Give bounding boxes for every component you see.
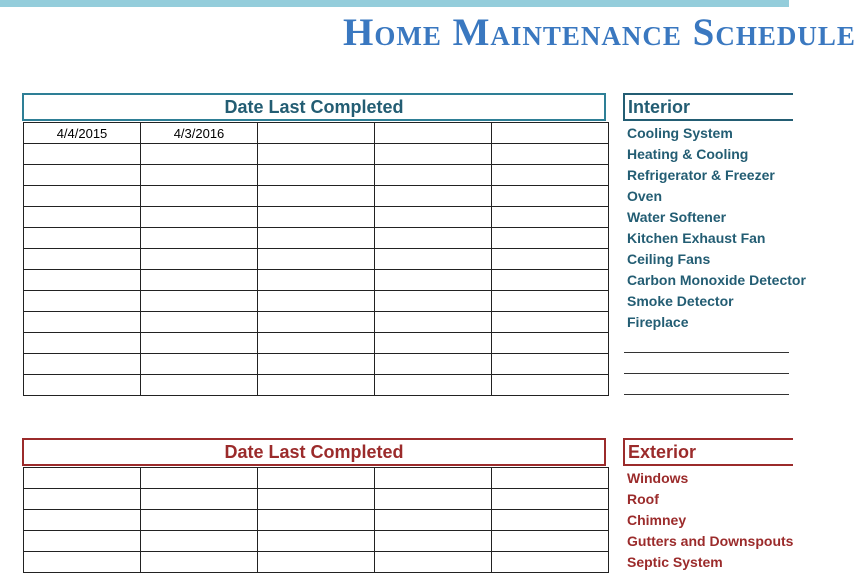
date-cell[interactable] <box>375 531 492 552</box>
table-row <box>24 375 609 396</box>
list-item: Kitchen Exhaust Fan <box>627 230 766 246</box>
list-item: Septic System <box>627 554 723 570</box>
date-cell[interactable] <box>141 468 258 489</box>
date-cell[interactable] <box>492 228 609 249</box>
table-row <box>24 510 609 531</box>
date-cell[interactable] <box>258 144 375 165</box>
date-cell[interactable] <box>258 531 375 552</box>
date-cell[interactable] <box>141 375 258 396</box>
date-cell[interactable]: 4/4/2015 <box>24 123 141 144</box>
date-cell[interactable] <box>258 468 375 489</box>
date-cell[interactable] <box>258 354 375 375</box>
date-cell[interactable] <box>492 123 609 144</box>
date-cell[interactable] <box>492 375 609 396</box>
table-row <box>24 249 609 270</box>
date-cell[interactable] <box>492 531 609 552</box>
date-cell[interactable] <box>141 144 258 165</box>
date-cell[interactable] <box>24 468 141 489</box>
date-cell[interactable] <box>141 354 258 375</box>
list-item: Roof <box>627 491 659 507</box>
date-cell[interactable] <box>258 312 375 333</box>
list-item: Smoke Detector <box>627 293 734 309</box>
date-cell[interactable] <box>24 144 141 165</box>
date-cell[interactable] <box>24 270 141 291</box>
date-cell[interactable] <box>492 291 609 312</box>
date-cell[interactable] <box>375 144 492 165</box>
date-cell[interactable] <box>141 312 258 333</box>
date-cell[interactable] <box>258 552 375 573</box>
date-cell[interactable] <box>375 333 492 354</box>
date-cell[interactable] <box>24 552 141 573</box>
date-cell[interactable] <box>375 312 492 333</box>
date-cell[interactable] <box>141 531 258 552</box>
table-row <box>24 312 609 333</box>
date-cell[interactable] <box>141 552 258 573</box>
date-cell[interactable] <box>141 207 258 228</box>
date-cell[interactable] <box>24 531 141 552</box>
interior-date-table <box>23 122 609 396</box>
date-cell[interactable] <box>258 489 375 510</box>
date-cell[interactable] <box>375 165 492 186</box>
date-cell[interactable] <box>492 468 609 489</box>
date-cell[interactable] <box>492 207 609 228</box>
date-cell[interactable] <box>258 228 375 249</box>
date-cell[interactable] <box>141 228 258 249</box>
table-row <box>24 165 609 186</box>
date-cell[interactable] <box>24 186 141 207</box>
list-item: Refrigerator & Freezer <box>627 167 775 183</box>
table-row <box>24 144 609 165</box>
date-cell[interactable] <box>141 249 258 270</box>
date-cell[interactable] <box>258 249 375 270</box>
date-cell[interactable] <box>141 270 258 291</box>
date-cell[interactable] <box>24 312 141 333</box>
table-row <box>24 291 609 312</box>
date-cell[interactable] <box>375 291 492 312</box>
date-cell[interactable] <box>492 489 609 510</box>
table-row <box>24 333 609 354</box>
table-row <box>24 468 609 489</box>
date-cell[interactable] <box>258 333 375 354</box>
date-cell[interactable] <box>492 354 609 375</box>
table-row <box>24 270 609 291</box>
date-cell[interactable] <box>141 291 258 312</box>
date-cell[interactable] <box>258 165 375 186</box>
date-cell[interactable] <box>24 291 141 312</box>
date-cell[interactable] <box>141 165 258 186</box>
list-item: Carbon Monoxide Detector <box>627 272 806 288</box>
date-cell[interactable] <box>492 144 609 165</box>
list-item: Ceiling Fans <box>627 251 711 267</box>
date-cell[interactable] <box>492 552 609 573</box>
date-cell[interactable] <box>492 186 609 207</box>
date-cell[interactable] <box>492 333 609 354</box>
table-row <box>24 186 609 207</box>
date-cell[interactable]: 4/3/2016 <box>141 123 258 144</box>
list-item: Windows <box>627 470 689 486</box>
date-cell[interactable] <box>492 165 609 186</box>
exterior-item-list <box>623 468 794 573</box>
date-cell[interactable] <box>375 228 492 249</box>
blank-entry-line <box>624 373 789 374</box>
table-row <box>24 354 609 375</box>
date-cell[interactable] <box>375 207 492 228</box>
date-cell[interactable] <box>24 333 141 354</box>
date-cell[interactable] <box>492 312 609 333</box>
list-item: Heating & Cooling <box>627 146 749 162</box>
date-cell[interactable] <box>258 207 375 228</box>
top-accent-strip <box>0 0 789 7</box>
date-cell[interactable] <box>258 510 375 531</box>
list-item: Cooling System <box>627 125 733 141</box>
exterior-date-table <box>23 467 609 573</box>
date-cell[interactable] <box>375 270 492 291</box>
date-cell[interactable] <box>24 489 141 510</box>
list-item: Oven <box>627 188 663 204</box>
date-cell[interactable] <box>375 468 492 489</box>
date-cell[interactable] <box>375 249 492 270</box>
date-cell[interactable] <box>375 489 492 510</box>
date-cell[interactable] <box>375 123 492 144</box>
interior-category-header: Interior <box>623 93 793 121</box>
interior-date-header: Date Last Completed <box>22 93 606 121</box>
date-cell[interactable] <box>258 375 375 396</box>
date-cell[interactable] <box>24 375 141 396</box>
page-title: Home Maintenance Schedule <box>343 11 856 54</box>
date-cell[interactable] <box>492 270 609 291</box>
blank-entry-line <box>624 352 789 353</box>
table-row <box>24 207 609 228</box>
list-item: Gutters and Downspouts <box>627 533 794 549</box>
date-cell[interactable] <box>258 270 375 291</box>
exterior-date-header: Date Last Completed <box>22 438 606 466</box>
date-cell[interactable] <box>141 510 258 531</box>
date-cell[interactable] <box>375 510 492 531</box>
date-cell[interactable] <box>375 375 492 396</box>
date-cell[interactable] <box>141 489 258 510</box>
date-cell[interactable] <box>24 249 141 270</box>
list-item: Water Softener <box>627 209 727 225</box>
table-row <box>24 489 609 510</box>
date-cell[interactable] <box>141 333 258 354</box>
date-cell[interactable] <box>258 123 375 144</box>
interior-item-list <box>623 123 806 333</box>
exterior-category-header: Exterior <box>623 438 793 466</box>
date-cell[interactable] <box>492 510 609 531</box>
table-row <box>24 123 609 144</box>
date-cell[interactable] <box>24 207 141 228</box>
date-cell[interactable] <box>24 228 141 249</box>
date-cell[interactable] <box>258 186 375 207</box>
table-row <box>24 228 609 249</box>
table-row <box>24 531 609 552</box>
table-row <box>24 552 609 573</box>
list-item: Fireplace <box>627 314 689 330</box>
date-cell[interactable] <box>375 552 492 573</box>
date-cell[interactable] <box>24 354 141 375</box>
date-cell[interactable] <box>492 249 609 270</box>
date-cell[interactable] <box>375 354 492 375</box>
date-cell[interactable] <box>141 186 258 207</box>
list-item: Chimney <box>627 512 687 528</box>
date-cell[interactable] <box>24 165 141 186</box>
blank-entry-line <box>624 394 789 395</box>
date-cell[interactable] <box>24 510 141 531</box>
date-cell[interactable] <box>258 291 375 312</box>
date-cell[interactable] <box>375 186 492 207</box>
